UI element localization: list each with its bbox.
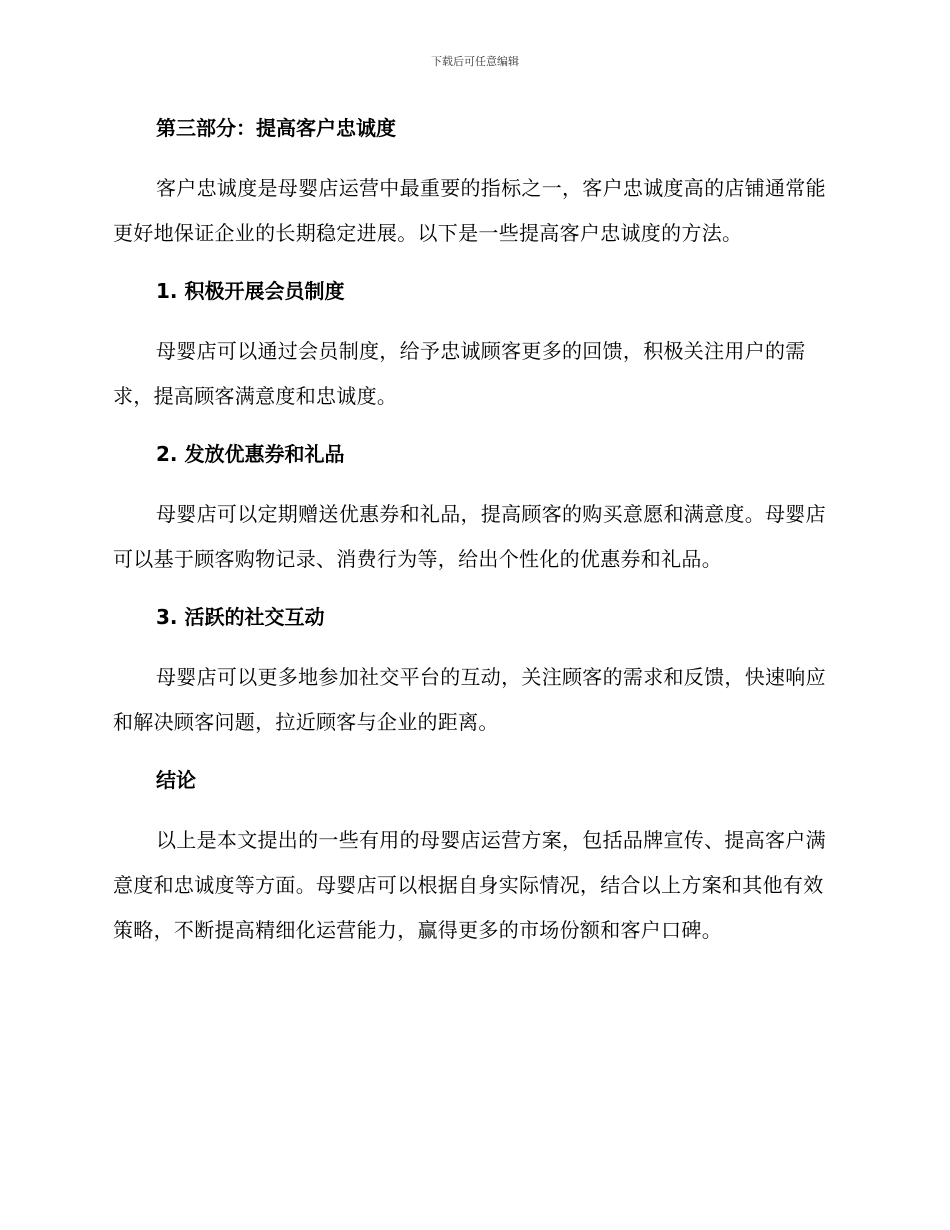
- conclusion-body: 以上是本文提出的一些有用的母婴店运营方案，包括品牌宣传、提高客户满意度和忠诚度等方面。母婴店可以根据自身实际情况，结合以上方案和其他有效策略，不断提高精细化运营能力，赢得更多的市场份额和客户口碑。: [113, 828, 826, 942]
- page-header-note: 下载后可任意编辑: [431, 55, 519, 68]
- document-body: [113, 110, 833, 953]
- intro-paragraph: 客户忠诚度是母婴店运营中最重要的指标之一，客户忠诚度高的店铺通常能更好地保证企业的长期稳定进展。以下是一些提高客户忠诚度的方法。: [113, 176, 826, 245]
- item-1-title: 1. 积极开展会员制度: [156, 279, 345, 303]
- item-2-title: 2. 发放优惠券和礼品: [156, 442, 345, 466]
- item-3-title: 3. 活跃的社交互动: [156, 605, 325, 629]
- conclusion-title: 结论: [156, 768, 196, 792]
- section-title: 第三部分：提高客户忠诚度: [156, 116, 396, 140]
- item-3-body: 母婴店可以更多地参加社交平台的互动，关注顾客的需求和反馈，快速响应和解决顾客问题，拉近顾客与企业的距离。: [113, 665, 826, 734]
- item-2-body: 母婴店可以定期赠送优惠券和礼品，提高顾客的购买意愿和满意度。母婴店可以基于顾客购物记录、消费行为等，给出个性化的优惠券和礼品。: [113, 502, 826, 571]
- item-1-body: 母婴店可以通过会员制度，给予忠诚顾客更多的回馈，积极关注用户的需求，提高顾客满意度和忠诚度。: [113, 339, 806, 408]
